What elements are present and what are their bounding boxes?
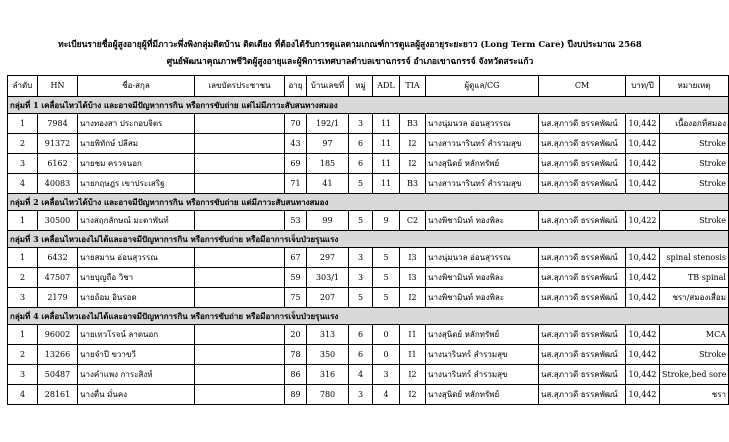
cell-caregiver: นางพิชามินท์ ทองพิละ — [426, 268, 539, 288]
cell-cm: นส.สุภาวดี ธรรคพัฒน์ — [539, 248, 626, 268]
header-no: ลำดับ — [8, 76, 38, 97]
cell-tia: C2 — [400, 211, 426, 231]
cell-baht: 10,422 — [626, 211, 660, 231]
table-row — [8, 268, 729, 288]
cell-baht: 10,442 — [626, 345, 660, 365]
cell-baht: 10,442 — [626, 288, 660, 308]
group-title: กลุ่มที่ 4 เคลื่อนไหวเองไม่ได้และอาจมีปัญหาการกิน หรือการขับถ่าย หรือมีอาการเจ็บป่วยรุนแรง — [8, 308, 729, 325]
cell-id-card — [195, 248, 285, 268]
cell-caregiver: นางนุ่มนวล อ่อนสุวรรณ — [426, 248, 539, 268]
cell-moo: 6 — [349, 154, 373, 174]
cell-adl: 3 — [373, 365, 400, 385]
header-cm: CM — [539, 76, 626, 97]
cell-house-no: 207 — [307, 288, 349, 308]
cell-adl: 0 — [373, 325, 400, 345]
table-row — [8, 174, 729, 194]
cell-no: 1 — [8, 248, 38, 268]
cell-tia: I3 — [400, 268, 426, 288]
cell-note: ชรา/สมองเสื่อม — [660, 288, 729, 308]
cell-note: MCA — [660, 325, 729, 345]
cell-baht: 10,442 — [626, 134, 660, 154]
table-row — [8, 385, 729, 405]
cell-age: 86 — [285, 365, 307, 385]
cell-id-card — [195, 134, 285, 154]
cell-note: เนื้องอกที่สมอง — [660, 114, 729, 134]
cell-note: Stroke — [660, 345, 729, 365]
header-age: อายุ — [285, 76, 307, 97]
cell-house-no: 303/1 — [307, 268, 349, 288]
cell-no: 3 — [8, 365, 38, 385]
cell-id-card — [195, 288, 285, 308]
cell-hn: 7984 — [38, 114, 78, 134]
cell-adl: 5 — [373, 288, 400, 308]
cell-name: นางคำแพง การะสิงห์ — [78, 365, 195, 385]
cell-age: 59 — [285, 268, 307, 288]
cell-no: 2 — [8, 134, 38, 154]
cell-caregiver: นางสุนิดย์ หลักทรัพย์ — [426, 385, 539, 405]
cell-name: นางทองสา ประกอบจิตร — [78, 114, 195, 134]
cell-age: 70 — [285, 114, 307, 134]
cell-note: Stroke — [660, 154, 729, 174]
cell-tia: I3 — [400, 248, 426, 268]
cell-id-card — [195, 114, 285, 134]
cell-cm: นส.สุภาวดี ธรรคพัฒน์ — [539, 345, 626, 365]
cell-no: 2 — [8, 345, 38, 365]
cell-baht: 10,442 — [626, 248, 660, 268]
cell-name: นายพิทักษ์ ปลีสม — [78, 134, 195, 154]
group-header-row — [8, 97, 729, 114]
cell-moo: 5 — [349, 211, 373, 231]
cell-name: นายกฤษฎร เขาประเสริฐ — [78, 174, 195, 194]
header-caregiver: ผู้ดูแล/CG — [426, 76, 539, 97]
group-header-row — [8, 308, 729, 325]
cell-cm: นส.สุภาวดี ธรรคพัฒน์ — [539, 211, 626, 231]
table-row — [8, 211, 729, 231]
cell-house-no: 313 — [307, 325, 349, 345]
document-title: ทะเบียนรายชื่อผู้สูงอายุผู้ที่มีภาวะพึ่งพิงกลุ่มติดบ้าน ติดเตียง ที่ต้องได้รับการดูแลตามเกณฑ์การดูแลผู้สูงอายุระยะยาว (Long Term Care) ปีงบประมาณ 2568 — [58, 40, 642, 50]
cell-baht: 10,442 — [626, 268, 660, 288]
cell-cm: นส.สุภาวดี ธรรคพัฒน์ — [539, 385, 626, 405]
cell-adl: 11 — [373, 174, 400, 194]
cell-baht: 10,442 — [626, 385, 660, 405]
cell-age: 43 — [285, 134, 307, 154]
cell-no: 1 — [8, 325, 38, 345]
cell-age: 69 — [285, 154, 307, 174]
cell-baht: 10,442 — [626, 174, 660, 194]
header-hn: HN — [38, 76, 78, 97]
cell-adl: 5 — [373, 268, 400, 288]
table-row — [8, 248, 729, 268]
cell-note: Stroke — [660, 211, 729, 231]
cell-age: 71 — [285, 174, 307, 194]
cell-tia: B3 — [400, 174, 426, 194]
header-adl: ADL — [373, 76, 400, 97]
cell-tia: I2 — [400, 154, 426, 174]
cell-age: 78 — [285, 345, 307, 365]
cell-age: 89 — [285, 385, 307, 405]
cell-cm: นส.สุภาวดี ธรรคพัฒน์ — [539, 114, 626, 134]
header-baht-per-year: บาท/ปี — [626, 76, 660, 97]
cell-moo: 6 — [349, 345, 373, 365]
cell-cm: นส.สุภาวดี ธรรคพัฒน์ — [539, 325, 626, 345]
cell-moo: 3 — [349, 268, 373, 288]
cell-id-card — [195, 325, 285, 345]
cell-caregiver: นางนุ่มนวล อ่อนสุวรรณ — [426, 114, 539, 134]
cell-hn: 50487 — [38, 365, 78, 385]
cell-no: 1 — [8, 114, 38, 134]
cell-id-card — [195, 211, 285, 231]
cell-adl: 4 — [373, 385, 400, 405]
cell-cm: นส.สุภาวดี ธรรคพัฒน์ — [539, 134, 626, 154]
table-row — [8, 114, 729, 134]
cell-name: นายบุญถือ วิชา — [78, 268, 195, 288]
table-row — [8, 325, 729, 345]
cell-note: ชรา — [660, 385, 729, 405]
cell-moo: 4 — [349, 365, 373, 385]
cell-hn: 30500 — [38, 211, 78, 231]
table-row — [8, 365, 729, 385]
cell-age: 75 — [285, 288, 307, 308]
cell-id-card — [195, 174, 285, 194]
cell-hn: 47507 — [38, 268, 78, 288]
cell-adl: 11 — [373, 114, 400, 134]
cell-hn: 6162 — [38, 154, 78, 174]
group-header-row — [8, 231, 729, 248]
header-house-no: บ้านเลขที่ — [307, 76, 349, 97]
cell-hn: 96002 — [38, 325, 78, 345]
cell-name: นางตื่น มั่นคง — [78, 385, 195, 405]
cell-hn: 91372 — [38, 134, 78, 154]
table-row — [8, 134, 729, 154]
cell-caregiver: นางสาวนารินทร์ สำรวมสุข — [426, 174, 539, 194]
cell-name: นายชม ครวจนอก — [78, 154, 195, 174]
cell-caregiver: นางพิชามินท์ ทองพิละ — [426, 211, 539, 231]
cell-note: TB spinal — [660, 268, 729, 288]
cell-house-no: 297 — [307, 248, 349, 268]
cell-cm: นส.สุภาวดี ธรรคพัฒน์ — [539, 154, 626, 174]
group-title: กลุ่มที่ 2 เคลื่อนไหวได้บ้าง และอาจมีปัญหาการกิน หรือการขับถ่าย แต่มีภาวะสับสนทางสมอง — [8, 194, 729, 211]
cell-caregiver: นางสุนิดย์ หลักทรัพย์ — [426, 325, 539, 345]
header-moo: หมู่ — [349, 76, 373, 97]
cell-caregiver: นางสาวนารินทร์ สำรวมสุข — [426, 134, 539, 154]
cell-caregiver: นางสุนิดย์ หลักทรัพย์ — [426, 154, 539, 174]
cell-no: 2 — [8, 268, 38, 288]
cell-house-no: 350 — [307, 345, 349, 365]
cell-hn: 40083 — [38, 174, 78, 194]
cell-moo: 3 — [349, 248, 373, 268]
cell-house-no: 185 — [307, 154, 349, 174]
cell-id-card — [195, 345, 285, 365]
cell-name: นายเทวโรจน์ ลาดนอก — [78, 325, 195, 345]
cell-moo: 5 — [349, 174, 373, 194]
cell-caregiver: นางพิชามินท์ ทองพิละ — [426, 288, 539, 308]
cell-no: 3 — [8, 154, 38, 174]
cell-hn: 6432 — [38, 248, 78, 268]
cell-id-card — [195, 154, 285, 174]
cell-note: Stroke — [660, 174, 729, 194]
cell-moo: 3 — [349, 114, 373, 134]
cell-house-no: 192/1 — [307, 114, 349, 134]
table-row — [8, 154, 729, 174]
header-note: หมายเหตุ — [660, 76, 729, 97]
cell-house-no: 99 — [307, 211, 349, 231]
cell-cm: นส.สุภาวดี ธรรคพัฒน์ — [539, 174, 626, 194]
cell-cm: นส.สุภาวดี ธรรคพัฒน์ — [539, 365, 626, 385]
table-header-row — [8, 76, 729, 97]
cell-tia: I2 — [400, 288, 426, 308]
cell-hn: 28161 — [38, 385, 78, 405]
group-title: กลุ่มที่ 3 เคลื่อนไหวเองไม่ได้และอาจมีปัญหาการกิน หรือการขับถ่าย หรือมีอาการเจ็บป่วยรุนแรง — [8, 231, 729, 248]
cell-no: 4 — [8, 174, 38, 194]
header-id-card: เลขบัตรประชาชน — [195, 76, 285, 97]
cell-house-no: 97 — [307, 134, 349, 154]
cell-id-card — [195, 268, 285, 288]
cell-tia: I1 — [400, 325, 426, 345]
table-row — [8, 288, 729, 308]
cell-cm: นส.สุภาวดี ธรรคพัฒน์ — [539, 288, 626, 308]
cell-moo: 3 — [349, 385, 373, 405]
table-row — [8, 345, 729, 365]
cell-moo: 5 — [349, 288, 373, 308]
cell-age: 67 — [285, 248, 307, 268]
cell-baht: 10,442 — [626, 325, 660, 345]
cell-moo: 6 — [349, 134, 373, 154]
cell-id-card — [195, 385, 285, 405]
cell-age: 53 — [285, 211, 307, 231]
cell-hn: 2179 — [38, 288, 78, 308]
cell-note: Stroke — [660, 134, 729, 154]
cell-tia: I2 — [400, 134, 426, 154]
cell-tia: B3 — [400, 114, 426, 134]
cell-adl: 0 — [373, 345, 400, 365]
group-title: กลุ่มที่ 1 เคลื่อนไหวได้บ้าง และอาจมีปัญหาการกิน หรือการขับถ่าย แต่ไม่มีภาวะสับสนทางสมอง — [8, 97, 729, 114]
cell-house-no: 780 — [307, 385, 349, 405]
group-header-row — [8, 194, 729, 211]
cell-tia: I2 — [400, 365, 426, 385]
cell-house-no: 316 — [307, 365, 349, 385]
cell-age: 20 — [285, 325, 307, 345]
cell-name: นางสฤกลักษณ์ มะตาพันท์ — [78, 211, 195, 231]
cell-adl: 11 — [373, 154, 400, 174]
cell-note: spinal stenosis — [660, 248, 729, 268]
elderly-care-register-table — [7, 75, 729, 405]
cell-baht: 10,442 — [626, 154, 660, 174]
cell-name: นายถ้อม อินรอด — [78, 288, 195, 308]
cell-no: 3 — [8, 288, 38, 308]
cell-adl: 5 — [373, 248, 400, 268]
cell-baht: 10,442 — [626, 114, 660, 134]
document-subtitle: ศูนย์พัฒนาคุณภาพชีวิตผู้สูงอายุและผู้พิการเทศบาลตำบลเขาฉกรรจ์ อำเภอเขาฉกรรจ์ จังหวัดสระแก้ว — [166, 57, 534, 67]
cell-tia: I1 — [400, 345, 426, 365]
cell-caregiver: นางนารินทร์ สำรวมสุข — [426, 365, 539, 385]
cell-moo: 6 — [349, 325, 373, 345]
cell-name: นายสมาน อ่อนสุวรรณ — [78, 248, 195, 268]
cell-adl: 11 — [373, 134, 400, 154]
cell-no: 4 — [8, 385, 38, 405]
cell-baht: 10,442 — [626, 365, 660, 385]
cell-id-card — [195, 365, 285, 385]
cell-hn: 13266 — [38, 345, 78, 365]
cell-cm: นส.สุภาวดี ธรรคพัฒน์ — [539, 268, 626, 288]
header-tia: TIA — [400, 76, 426, 97]
cell-adl: 9 — [373, 211, 400, 231]
cell-tia: I2 — [400, 385, 426, 405]
cell-caregiver: นางนารินทร์ สำรวมสุข — [426, 345, 539, 365]
cell-no: 1 — [8, 211, 38, 231]
header-name: ชื่อ-สกุล — [78, 76, 195, 97]
cell-name: นายจำปี ขวาขวี — [78, 345, 195, 365]
cell-note: Stroke,bed sore — [660, 365, 729, 385]
cell-house-no: 41 — [307, 174, 349, 194]
